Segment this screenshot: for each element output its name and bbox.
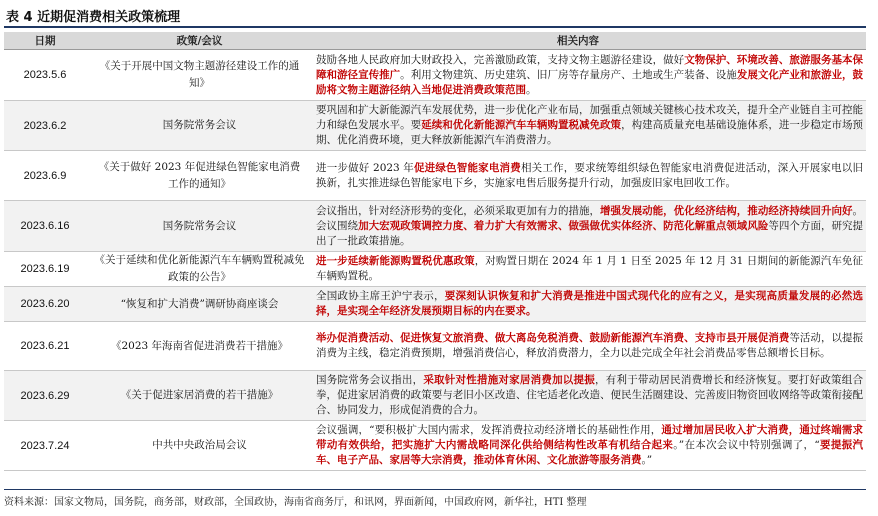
content-text: 相关工作，要求统筹组织绿色智能家电消费促进活动，深入开展家电以旧换新，扎实推进绿色智能家电下乡，实施家电售后服务提升行动，加强废旧家电回收工作。 bbox=[316, 161, 864, 189]
header-content: 相关内容 bbox=[313, 32, 866, 50]
table-row bbox=[4, 252, 866, 287]
row-policy: 《关于延续和优化新能源汽车车辆购置税减免政策的公告》 bbox=[86, 252, 313, 287]
table-row bbox=[4, 50, 866, 101]
row-policy: 中共中央政治局会议 bbox=[86, 421, 313, 471]
content-text: 等活动，以提振消费为主线，稳定消费预期，增强消费信心，释放消费潜力，全力以赴完成全年社会消费品零售总额增长目标。 bbox=[316, 332, 864, 359]
row-content bbox=[313, 201, 866, 252]
content-text: 会议指出，针对经济形势的变化，必须采取更加有力的措施， bbox=[316, 204, 601, 217]
footer-divider bbox=[4, 489, 866, 490]
table-body bbox=[4, 50, 866, 471]
table-row bbox=[4, 101, 866, 151]
content-highlight: 采取针对性措施对家居消费加以提振 bbox=[423, 374, 595, 386]
content-highlight: 延续和优化新能源汽车车辆购置税减免政策 bbox=[421, 119, 622, 131]
row-policy: 《关于做好 2023 年促进绿色智能家电消费工作的通知》 bbox=[86, 151, 313, 201]
content-highlight: 加大宏观政策调控力度、着力扩大有效需求、做强做优实体经济、防范化解重点领域风险 bbox=[358, 219, 769, 232]
row-date: 2023.5.6 bbox=[4, 50, 86, 101]
content-highlight: 促进绿色智能家电消费 bbox=[413, 161, 521, 174]
row-date: 2023.6.9 bbox=[4, 151, 86, 201]
content-text: 会议强调，“要积极扩大国内需求，发挥消费拉动经济增长的基础性作用， bbox=[316, 424, 662, 436]
content-text: ，有利于带动居民消费增长和经济恢复。要打好政策组合拳，促进家居消费的政策要与老旧小区改造、住宅适老化改造、便民生活圈建设、完善废旧物资回收网络等政策衔接配合、协同发力，形成促消费的合力。 bbox=[316, 374, 864, 416]
row-date: 2023.6.21 bbox=[4, 322, 86, 371]
table-row bbox=[4, 421, 866, 471]
content-text: 全国政协主席王沪宁表示， bbox=[316, 290, 445, 302]
row-content bbox=[313, 151, 866, 201]
content-text: 要巩固和扩大新能源汽车发展优势，进一步优化产业布局，加强重点领域关键核心技术攻关，提升全产业链自主可控能力和绿色发展水平。要 bbox=[316, 104, 863, 131]
title-divider bbox=[4, 26, 866, 28]
row-date: 2023.6.29 bbox=[4, 371, 86, 421]
row-date: 2023.6.20 bbox=[4, 287, 86, 322]
row-content bbox=[313, 252, 866, 287]
table-row bbox=[4, 201, 866, 252]
header-date: 日期 bbox=[4, 32, 86, 50]
content-text: ，对购置日期在 2024 年 1 月 1 日至 2025 年 12 月 31 日期间的新能源汽车免征车辆购置税。 bbox=[316, 255, 864, 282]
content-text: 。” bbox=[641, 454, 653, 466]
content-text: 。会议围绕 bbox=[316, 204, 864, 232]
row-policy: 国务院常务会议 bbox=[86, 101, 313, 151]
content-highlight: 通过增加居民收入扩大消费，通过终端需求带动有效供给，把实施扩大内需战略同深化供给侧结构性改革有机结合起来 bbox=[316, 424, 864, 451]
row-date: 2023.6.16 bbox=[4, 201, 86, 252]
table-row bbox=[4, 151, 866, 201]
row-content bbox=[313, 50, 866, 101]
policy-table bbox=[4, 32, 866, 471]
content-text: 鼓励各地人民政府加大财政投入，完善激励政策，支持文物主题游径建设，做好 bbox=[316, 53, 685, 66]
row-policy: 《关于开展中国文物主题游径建设工作的通知》 bbox=[86, 50, 313, 101]
content-highlight: 要提振汽车、电子产品、家居等大宗消费，推动体育休闲、文化旅游等服务消费 bbox=[316, 439, 863, 466]
table-header-row bbox=[4, 32, 866, 50]
content-text: 。 bbox=[526, 83, 537, 96]
content-text: 等四个方面，研究提出了一批政策措施。 bbox=[316, 219, 864, 247]
content-text: 国务院常务会议指出， bbox=[316, 374, 424, 386]
row-content bbox=[313, 371, 866, 421]
table-row bbox=[4, 371, 866, 421]
row-policy: 《关于促进家居消费的若干措施》 bbox=[86, 371, 313, 421]
row-content bbox=[313, 322, 866, 371]
row-content bbox=[313, 101, 866, 151]
table-row bbox=[4, 322, 866, 371]
source-note: 资料来源：国家文物局，国务院，商务部，财政部，全国政协，海南省商务厅，和讯网，界面新闻，中国政府网，新华社，HTI 整理 bbox=[4, 497, 587, 508]
content-highlight: 要深刻认识恢复和扩大消费是推进中国式现代化的应有之义，是实现高质量发展的必然选择，是实现全年经济发展预期目标的内在要求。 bbox=[316, 290, 864, 317]
row-policy: “恢复和扩大消费”调研协商座谈会 bbox=[86, 287, 313, 322]
content-text: 。”在本次会议中特别强调了，“ bbox=[673, 439, 820, 451]
table-row bbox=[4, 287, 866, 322]
content-highlight: 增强发展动能，优化经济结构，推动经济持续回升向好 bbox=[600, 204, 853, 217]
row-content bbox=[313, 421, 866, 471]
row-date: 2023.7.24 bbox=[4, 421, 86, 471]
row-policy: 《2023 年海南省促进消费若干措施》 bbox=[86, 322, 313, 371]
content-text: 进一步做好 2023 年 bbox=[316, 161, 414, 174]
row-date: 2023.6.2 bbox=[4, 101, 86, 151]
content-text: 。利用文物建筑、历史建筑、旧厂房等存量房产、土地或生产装备、设施 bbox=[400, 68, 737, 81]
content-text: ，构建高质量充电基础设施体系，进一步稳定市场预期、优化消费环境，更大释放新能源汽车消费潜力。 bbox=[316, 119, 864, 146]
row-content bbox=[313, 287, 866, 322]
row-date: 2023.6.19 bbox=[4, 252, 86, 287]
row-policy: 国务院常务会议 bbox=[86, 201, 313, 252]
content-highlight: 进一步延续新能源购置税优惠政策 bbox=[316, 255, 475, 267]
content-highlight: 举办促消费活动、促进恢复文旅消费、做大离岛免税消费、鼓励新能源汽车消费、支持市县开展促消费 bbox=[316, 332, 790, 344]
content-highlight: 文物保护、环境改善、旅游服务基本保障和游径宣传推广 bbox=[316, 53, 864, 81]
table-title: 表 4 近期促消费相关政策梳理 bbox=[6, 10, 181, 25]
content-highlight: 发展文化产业和旅游业，鼓励将文物主题游径纳入当地促进消费政策范围 bbox=[316, 68, 864, 96]
header-policy: 政策/会议 bbox=[86, 32, 313, 50]
